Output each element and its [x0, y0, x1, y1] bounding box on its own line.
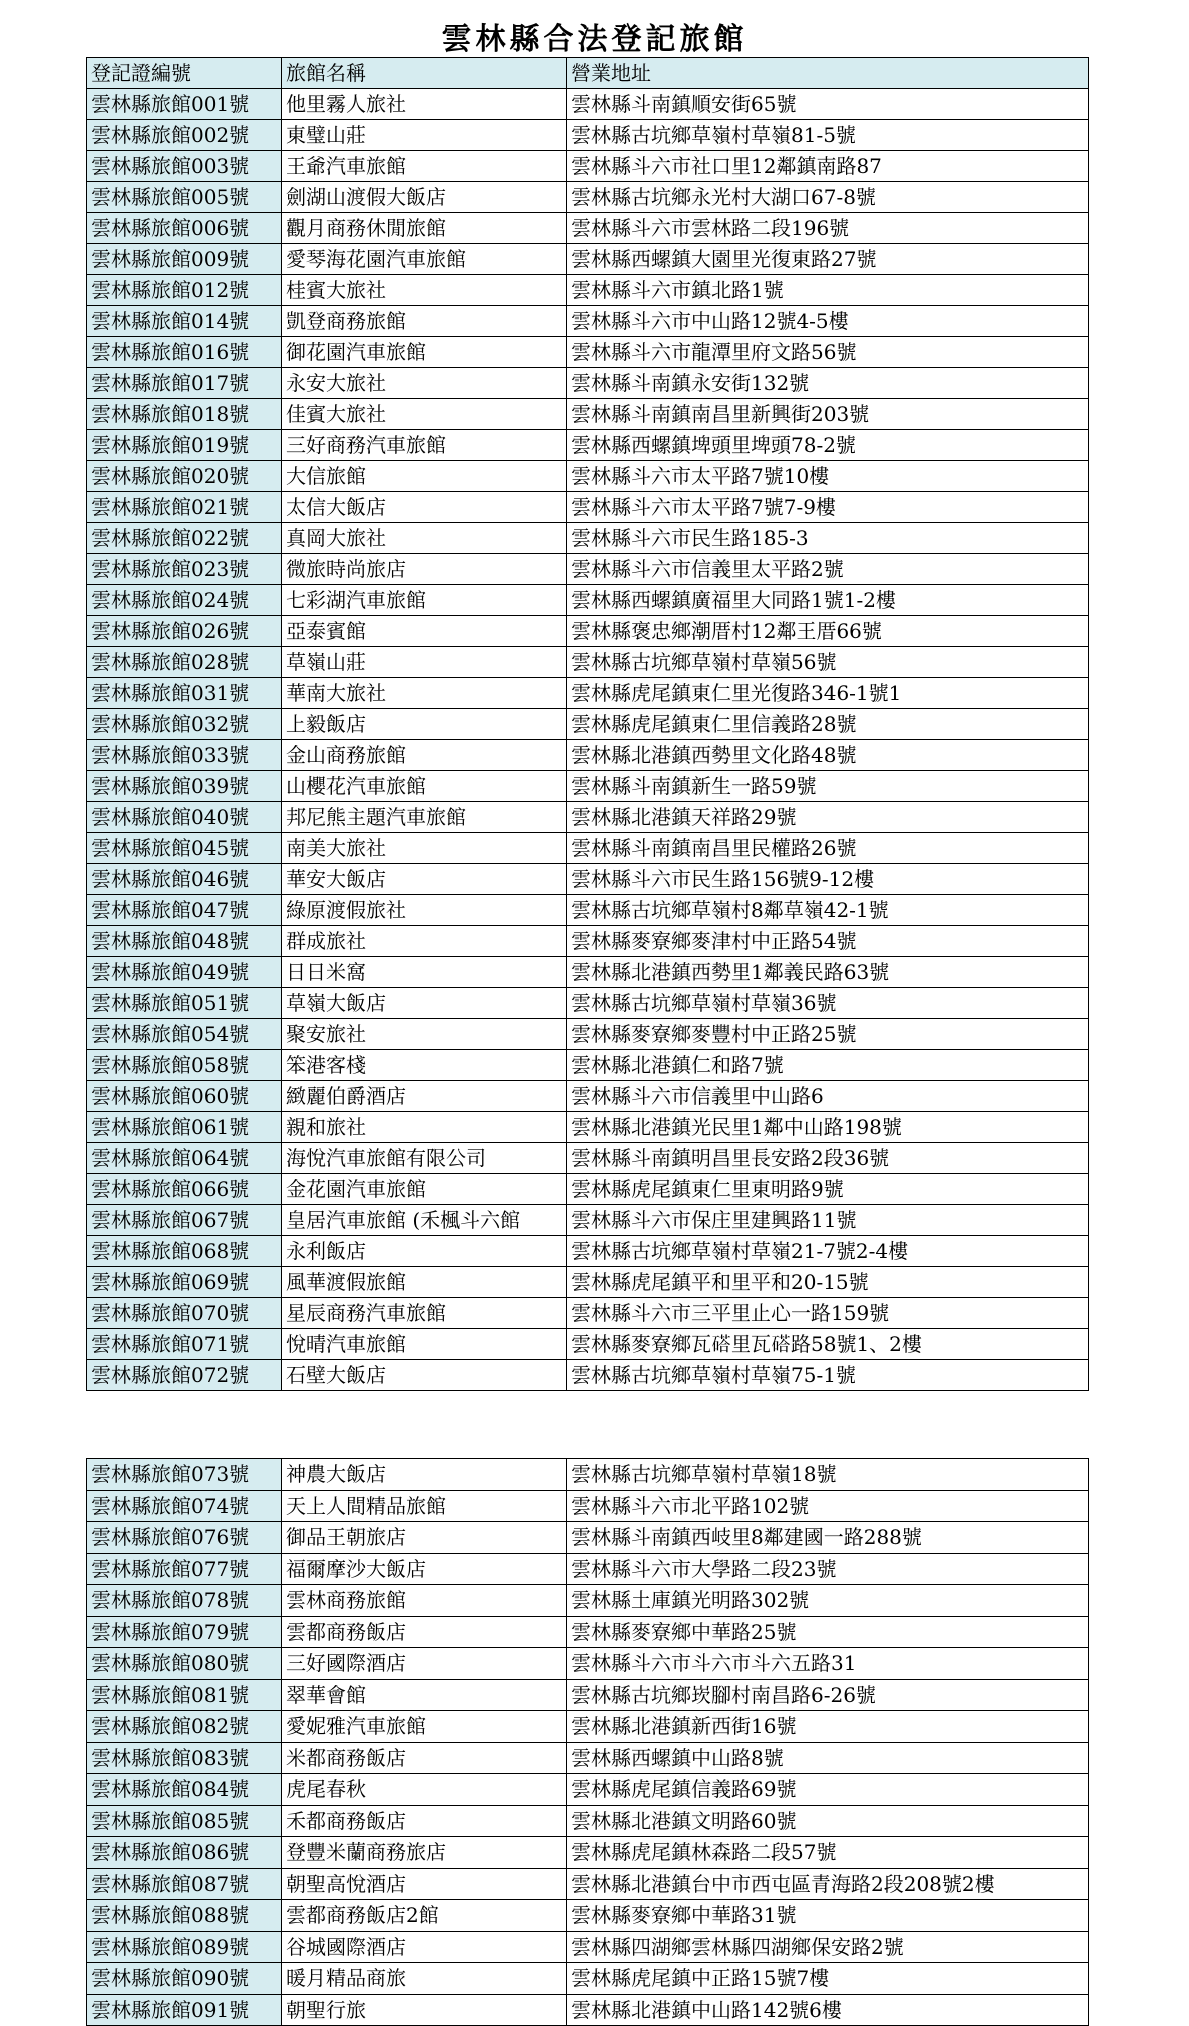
- cert-number-cell: 雲林縣旅館060號: [87, 1081, 282, 1112]
- hotel-name-cell: 皇居汽車旅館 (禾楓斗六館: [282, 1205, 567, 1236]
- cert-number-cell: 雲林縣旅館032號: [87, 709, 282, 740]
- hotel-name-cell: 佳賓大旅社: [282, 399, 567, 430]
- table-row: [87, 368, 1089, 399]
- hotel-name-cell: 金花園汽車旅館: [282, 1174, 567, 1205]
- table-row: [87, 988, 1089, 1019]
- hotel-name-cell: 石壁大飯店: [282, 1360, 567, 1391]
- address-cell: 雲林縣北港鎮台中市西屯區青海路2段208號2樓: [567, 1868, 1089, 1900]
- cert-number-cell: 雲林縣旅館069號: [87, 1267, 282, 1298]
- address-cell: 雲林縣麥寮鄉麥津村中正路54號: [567, 926, 1089, 957]
- address-cell: 雲林縣斗南鎮順安街65號: [567, 89, 1089, 120]
- address-cell: 雲林縣斗六市中山路12號4-5樓: [567, 306, 1089, 337]
- hotel-registry-table-continued: [86, 1458, 1089, 2026]
- cert-number-cell: 雲林縣旅館058號: [87, 1050, 282, 1081]
- table-row: [87, 1585, 1089, 1617]
- table-row: [87, 1616, 1089, 1648]
- cert-number-cell: 雲林縣旅館045號: [87, 833, 282, 864]
- table-row: [87, 1174, 1089, 1205]
- table-row: [87, 430, 1089, 461]
- address-cell: 雲林縣斗六市民生路156號9-12樓: [567, 864, 1089, 895]
- address-cell: 雲林縣斗南鎮西岐里8鄰建國一路288號: [567, 1522, 1089, 1554]
- cert-number-cell: 雲林縣旅館082號: [87, 1711, 282, 1743]
- address-cell: 雲林縣斗六市鎮北路1號: [567, 275, 1089, 306]
- hotel-name-cell: 緻麗伯爵酒店: [282, 1081, 567, 1112]
- hotel-name-cell: 觀月商務休閒旅館: [282, 213, 567, 244]
- hotel-name-cell: 翠華會館: [282, 1679, 567, 1711]
- cert-number-cell: 雲林縣旅館012號: [87, 275, 282, 306]
- cert-number-cell: 雲林縣旅館071號: [87, 1329, 282, 1360]
- address-cell: 雲林縣虎尾鎮東仁里東明路9號: [567, 1174, 1089, 1205]
- cert-number-cell: 雲林縣旅館074號: [87, 1490, 282, 1522]
- table-row: [87, 895, 1089, 926]
- cert-number-cell: 雲林縣旅館022號: [87, 523, 282, 554]
- table-row: [87, 399, 1089, 430]
- table-row: [87, 1360, 1089, 1391]
- cert-number-cell: 雲林縣旅館048號: [87, 926, 282, 957]
- hotel-name-cell: 雲林商務旅館: [282, 1585, 567, 1617]
- hotel-name-cell: 虎尾春秋: [282, 1774, 567, 1806]
- address-cell: 雲林縣斗六市民生路185-3: [567, 523, 1089, 554]
- table-row: [87, 1143, 1089, 1174]
- cert-number-cell: 雲林縣旅館047號: [87, 895, 282, 926]
- table-row: [87, 1963, 1089, 1995]
- cert-number-cell: 雲林縣旅館078號: [87, 1585, 282, 1617]
- cert-number-cell: 雲林縣旅館028號: [87, 647, 282, 678]
- address-cell: 雲林縣西螺鎮廣福里大同路1號1-2樓: [567, 585, 1089, 616]
- hotel-name-cell: 東璧山莊: [282, 120, 567, 151]
- hotel-name-cell: 日日米窩: [282, 957, 567, 988]
- cert-number-cell: 雲林縣旅館067號: [87, 1205, 282, 1236]
- address-cell: 雲林縣斗六市太平路7號7-9樓: [567, 492, 1089, 523]
- hotel-name-cell: 他里霧人旅社: [282, 89, 567, 120]
- address-cell: 雲林縣虎尾鎮信義路69號: [567, 1774, 1089, 1806]
- cert-number-cell: 雲林縣旅館026號: [87, 616, 282, 647]
- table-row: [87, 1868, 1089, 1900]
- address-cell: 雲林縣斗六市信義里太平路2號: [567, 554, 1089, 585]
- cert-number-cell: 雲林縣旅館085號: [87, 1805, 282, 1837]
- table-row: [87, 616, 1089, 647]
- hotel-name-cell: 海悅汽車旅館有限公司: [282, 1143, 567, 1174]
- address-cell: 雲林縣斗六市大學路二段23號: [567, 1553, 1089, 1585]
- table-row: [87, 1994, 1089, 2026]
- table-row: [87, 709, 1089, 740]
- hotel-name-cell: 笨港客棧: [282, 1050, 567, 1081]
- table-row: [87, 1205, 1089, 1236]
- hotel-name-cell: 登豐米蘭商務旅店: [282, 1837, 567, 1869]
- cert-number-cell: 雲林縣旅館070號: [87, 1298, 282, 1329]
- table-row: [87, 1490, 1089, 1522]
- address-cell: 雲林縣北港鎮光民里1鄰中山路198號: [567, 1112, 1089, 1143]
- cert-number-cell: 雲林縣旅館020號: [87, 461, 282, 492]
- cert-number-cell: 雲林縣旅館023號: [87, 554, 282, 585]
- table-row: [87, 554, 1089, 585]
- hotel-name-cell: 朝聖高悅酒店: [282, 1868, 567, 1900]
- cert-number-cell: 雲林縣旅館001號: [87, 89, 282, 120]
- cert-number-cell: 雲林縣旅館089號: [87, 1931, 282, 1963]
- cert-number-cell: 雲林縣旅館021號: [87, 492, 282, 523]
- cert-number-cell: 雲林縣旅館083號: [87, 1742, 282, 1774]
- table-row: [87, 337, 1089, 368]
- table-row: [87, 523, 1089, 554]
- address-cell: 雲林縣虎尾鎮平和里平和20-15號: [567, 1267, 1089, 1298]
- table-row: [87, 1742, 1089, 1774]
- address-cell: 雲林縣古坑鄉草嶺村8鄰草嶺42-1號: [567, 895, 1089, 926]
- address-cell: 雲林縣北港鎮天祥路29號: [567, 802, 1089, 833]
- hotel-name-cell: 谷城國際酒店: [282, 1931, 567, 1963]
- address-cell: 雲林縣麥寮鄉中華路31號: [567, 1900, 1089, 1932]
- cert-number-cell: 雲林縣旅館064號: [87, 1143, 282, 1174]
- hotel-name-cell: 山櫻花汽車旅館: [282, 771, 567, 802]
- cert-number-cell: 雲林縣旅館091號: [87, 1994, 282, 2026]
- cert-number-cell: 雲林縣旅館090號: [87, 1963, 282, 1995]
- hotel-name-cell: 親和旅社: [282, 1112, 567, 1143]
- table-row: [87, 1236, 1089, 1267]
- address-cell: 雲林縣斗南鎮南昌里民權路26號: [567, 833, 1089, 864]
- hotel-name-cell: 亞泰賓館: [282, 616, 567, 647]
- cert-number-cell: 雲林縣旅館076號: [87, 1522, 282, 1554]
- address-cell: 雲林縣古坑鄉崁腳村南昌路6-26號: [567, 1679, 1089, 1711]
- hotel-name-cell: 上毅飯店: [282, 709, 567, 740]
- cert-number-cell: 雲林縣旅館016號: [87, 337, 282, 368]
- hotel-registry-table: [86, 57, 1089, 1391]
- hotel-name-cell: 聚安旅社: [282, 1019, 567, 1050]
- address-cell: 雲林縣古坑鄉草嶺村草嶺18號: [567, 1459, 1089, 1491]
- cert-number-cell: 雲林縣旅館077號: [87, 1553, 282, 1585]
- table-row: [87, 151, 1089, 182]
- hotel-name-cell: 大信旅館: [282, 461, 567, 492]
- hotel-name-cell: 邦尼熊主題汽車旅館: [282, 802, 567, 833]
- address-cell: 雲林縣斗六市三平里止心一路159號: [567, 1298, 1089, 1329]
- address-cell: 雲林縣古坑鄉草嶺村草嶺81-5號: [567, 120, 1089, 151]
- table-row: [87, 926, 1089, 957]
- table-row: [87, 182, 1089, 213]
- hotel-name-cell: 劍湖山渡假大飯店: [282, 182, 567, 213]
- address-cell: 雲林縣西螺鎮埤頭里埤頭78-2號: [567, 430, 1089, 461]
- cert-number-cell: 雲林縣旅館054號: [87, 1019, 282, 1050]
- address-cell: 雲林縣斗南鎮明昌里長安路2段36號: [567, 1143, 1089, 1174]
- hotel-name-cell: 風華渡假旅館: [282, 1267, 567, 1298]
- cert-number-cell: 雲林縣旅館088號: [87, 1900, 282, 1932]
- table-row: [87, 1267, 1089, 1298]
- table-row: [87, 1711, 1089, 1743]
- table-row: [87, 771, 1089, 802]
- table-row: [87, 647, 1089, 678]
- hotel-name-cell: 微旅時尚旅店: [282, 554, 567, 585]
- hotel-name-cell: 御品王朝旅店: [282, 1522, 567, 1554]
- hotel-name-cell: 桂賓大旅社: [282, 275, 567, 306]
- hotel-name-cell: 綠原渡假旅社: [282, 895, 567, 926]
- hotel-name-cell: 星辰商務汽車旅館: [282, 1298, 567, 1329]
- hotel-name-cell: 南美大旅社: [282, 833, 567, 864]
- hotel-name-cell: 米都商務飯店: [282, 1742, 567, 1774]
- address-cell: 雲林縣北港鎮中山路142號6樓: [567, 1994, 1089, 2026]
- cert-number-cell: 雲林縣旅館068號: [87, 1236, 282, 1267]
- cert-number-cell: 雲林縣旅館049號: [87, 957, 282, 988]
- table-row: [87, 864, 1089, 895]
- table-row: [87, 275, 1089, 306]
- hotel-name-cell: 雲都商務飯店2館: [282, 1900, 567, 1932]
- cert-number-cell: 雲林縣旅館019號: [87, 430, 282, 461]
- cert-number-cell: 雲林縣旅館009號: [87, 244, 282, 275]
- cert-number-cell: 雲林縣旅館072號: [87, 1360, 282, 1391]
- table-row: [87, 957, 1089, 988]
- address-cell: 雲林縣四湖鄉雲林縣四湖鄉保安路2號: [567, 1931, 1089, 1963]
- hotel-name-cell: 華安大飯店: [282, 864, 567, 895]
- table-row: [87, 213, 1089, 244]
- cert-number-cell: 雲林縣旅館061號: [87, 1112, 282, 1143]
- address-cell: 雲林縣斗南鎮新生一路59號: [567, 771, 1089, 802]
- cert-number-cell: 雲林縣旅館066號: [87, 1174, 282, 1205]
- address-cell: 雲林縣麥寮鄉麥豐村中正路25號: [567, 1019, 1089, 1050]
- address-cell: 雲林縣北港鎮仁和路7號: [567, 1050, 1089, 1081]
- table-row: [87, 1081, 1089, 1112]
- hotel-name-cell: 愛琴海花園汽車旅館: [282, 244, 567, 275]
- cert-number-cell: 雲林縣旅館080號: [87, 1648, 282, 1680]
- table-row: [87, 1679, 1089, 1711]
- table-row: [87, 1648, 1089, 1680]
- hotel-name-cell: 永安大旅社: [282, 368, 567, 399]
- cert-number-cell: 雲林縣旅館024號: [87, 585, 282, 616]
- cert-number-cell: 雲林縣旅館073號: [87, 1459, 282, 1491]
- address-cell: 雲林縣土庫鎮光明路302號: [567, 1585, 1089, 1617]
- table-header-row: [87, 58, 1089, 89]
- cert-number-cell: 雲林縣旅館003號: [87, 151, 282, 182]
- address-cell: 雲林縣斗六市龍潭里府文路56號: [567, 337, 1089, 368]
- hotel-name-cell: 華南大旅社: [282, 678, 567, 709]
- table-row: [87, 1019, 1089, 1050]
- hotel-name-cell: 神農大飯店: [282, 1459, 567, 1491]
- address-cell: 雲林縣麥寮鄉中華路25號: [567, 1616, 1089, 1648]
- table-row: [87, 1522, 1089, 1554]
- cert-number-cell: 雲林縣旅館084號: [87, 1774, 282, 1806]
- hotel-name-cell: 金山商務旅館: [282, 740, 567, 771]
- table-row: [87, 89, 1089, 120]
- hotel-name-cell: 愛妮雅汽車旅館: [282, 1711, 567, 1743]
- cert-number-cell: 雲林縣旅館018號: [87, 399, 282, 430]
- table-row: [87, 306, 1089, 337]
- hotel-name-cell: 天上人間精品旅館: [282, 1490, 567, 1522]
- table-row: [87, 833, 1089, 864]
- table-row: [87, 1459, 1089, 1491]
- cert-number-cell: 雲林縣旅館033號: [87, 740, 282, 771]
- address-cell: 雲林縣斗六市斗六市斗六五路31: [567, 1648, 1089, 1680]
- table-row: [87, 1112, 1089, 1143]
- cert-number-cell: 雲林縣旅館079號: [87, 1616, 282, 1648]
- hotel-name-cell: 御花園汽車旅館: [282, 337, 567, 368]
- table-row: [87, 585, 1089, 616]
- address-cell: 雲林縣斗南鎮南昌里新興街203號: [567, 399, 1089, 430]
- table-row: [87, 492, 1089, 523]
- cert-number-cell: 雲林縣旅館031號: [87, 678, 282, 709]
- address-cell: 雲林縣西螺鎮中山路8號: [567, 1742, 1089, 1774]
- cert-number-cell: 雲林縣旅館087號: [87, 1868, 282, 1900]
- address-cell: 雲林縣古坑鄉草嶺村草嶺21-7號2-4樓: [567, 1236, 1089, 1267]
- cert-number-cell: 雲林縣旅館040號: [87, 802, 282, 833]
- header-address: 營業地址: [567, 58, 1089, 89]
- cert-number-cell: 雲林縣旅館046號: [87, 864, 282, 895]
- address-cell: 雲林縣虎尾鎮東仁里信義路28號: [567, 709, 1089, 740]
- address-cell: 雲林縣虎尾鎮東仁里光復路346-1號1: [567, 678, 1089, 709]
- address-cell: 雲林縣斗六市北平路102號: [567, 1490, 1089, 1522]
- table-row: [87, 461, 1089, 492]
- table-row: [87, 802, 1089, 833]
- hotel-name-cell: 群成旅社: [282, 926, 567, 957]
- table-row: [87, 740, 1089, 771]
- hotel-name-cell: 朝聖行旅: [282, 1994, 567, 2026]
- cert-number-cell: 雲林縣旅館017號: [87, 368, 282, 399]
- hotel-name-cell: 悅晴汽車旅館: [282, 1329, 567, 1360]
- hotel-name-cell: 雲都商務飯店: [282, 1616, 567, 1648]
- hotel-name-cell: 太信大飯店: [282, 492, 567, 523]
- hotel-name-cell: 福爾摩沙大飯店: [282, 1553, 567, 1585]
- cert-number-cell: 雲林縣旅館005號: [87, 182, 282, 213]
- hotel-name-cell: 草嶺山莊: [282, 647, 567, 678]
- hotel-name-cell: 三好商務汽車旅館: [282, 430, 567, 461]
- header-hotel-name: 旅館名稱: [282, 58, 567, 89]
- cert-number-cell: 雲林縣旅館002號: [87, 120, 282, 151]
- address-cell: 雲林縣古坑鄉草嶺村草嶺56號: [567, 647, 1089, 678]
- address-cell: 雲林縣麥寮鄉瓦𥔽里瓦𥔽路58號1、2樓: [567, 1329, 1089, 1360]
- cert-number-cell: 雲林縣旅館051號: [87, 988, 282, 1019]
- hotel-name-cell: 草嶺大飯店: [282, 988, 567, 1019]
- address-cell: 雲林縣斗六市信義里中山路6: [567, 1081, 1089, 1112]
- table-row: [87, 1774, 1089, 1806]
- table-row: [87, 678, 1089, 709]
- address-cell: 雲林縣北港鎮文明路60號: [567, 1805, 1089, 1837]
- address-cell: 雲林縣北港鎮西勢里文化路48號: [567, 740, 1089, 771]
- address-cell: 雲林縣斗六市社口里12鄰鎮南路87: [567, 151, 1089, 182]
- table-row: [87, 1805, 1089, 1837]
- hotel-name-cell: 七彩湖汽車旅館: [282, 585, 567, 616]
- address-cell: 雲林縣虎尾鎮林森路二段57號: [567, 1837, 1089, 1869]
- cert-number-cell: 雲林縣旅館006號: [87, 213, 282, 244]
- cert-number-cell: 雲林縣旅館086號: [87, 1837, 282, 1869]
- page-title: 雲林縣合法登記旅館: [441, 22, 748, 57]
- hotel-name-cell: 暖月精品商旅: [282, 1963, 567, 1995]
- table-row: [87, 244, 1089, 275]
- hotel-name-cell: 王爺汽車旅館: [282, 151, 567, 182]
- table-row: [87, 120, 1089, 151]
- address-cell: 雲林縣斗南鎮永安街132號: [567, 368, 1089, 399]
- table-row: [87, 1298, 1089, 1329]
- hotel-name-cell: 凱登商務旅館: [282, 306, 567, 337]
- table-row: [87, 1329, 1089, 1360]
- table-row: [87, 1553, 1089, 1585]
- hotel-name-cell: 真岡大旅社: [282, 523, 567, 554]
- cert-number-cell: 雲林縣旅館039號: [87, 771, 282, 802]
- address-cell: 雲林縣斗六市太平路7號10樓: [567, 461, 1089, 492]
- address-cell: 雲林縣古坑鄉永光村大湖口67-8號: [567, 182, 1089, 213]
- cert-number-cell: 雲林縣旅館014號: [87, 306, 282, 337]
- address-cell: 雲林縣斗六市雲林路二段196號: [567, 213, 1089, 244]
- address-cell: 雲林縣斗六市保庄里建興路11號: [567, 1205, 1089, 1236]
- header-cert-number: 登記證編號: [87, 58, 282, 89]
- address-cell: 雲林縣北港鎮西勢里1鄰義民路63號: [567, 957, 1089, 988]
- hotel-name-cell: 三好國際酒店: [282, 1648, 567, 1680]
- address-cell: 雲林縣虎尾鎮中正路15號7樓: [567, 1963, 1089, 1995]
- address-cell: 雲林縣古坑鄉草嶺村草嶺75-1號: [567, 1360, 1089, 1391]
- table-row: [87, 1900, 1089, 1932]
- address-cell: 雲林縣北港鎮新西街16號: [567, 1711, 1089, 1743]
- table-row: [87, 1837, 1089, 1869]
- hotel-name-cell: 永利飯店: [282, 1236, 567, 1267]
- address-cell: 雲林縣西螺鎮大園里光復東路27號: [567, 244, 1089, 275]
- address-cell: 雲林縣古坑鄉草嶺村草嶺36號: [567, 988, 1089, 1019]
- table-row: [87, 1931, 1089, 1963]
- address-cell: 雲林縣褒忠鄉潮厝村12鄰王厝66號: [567, 616, 1089, 647]
- table-row: [87, 1050, 1089, 1081]
- cert-number-cell: 雲林縣旅館081號: [87, 1679, 282, 1711]
- hotel-name-cell: 禾都商務飯店: [282, 1805, 567, 1837]
